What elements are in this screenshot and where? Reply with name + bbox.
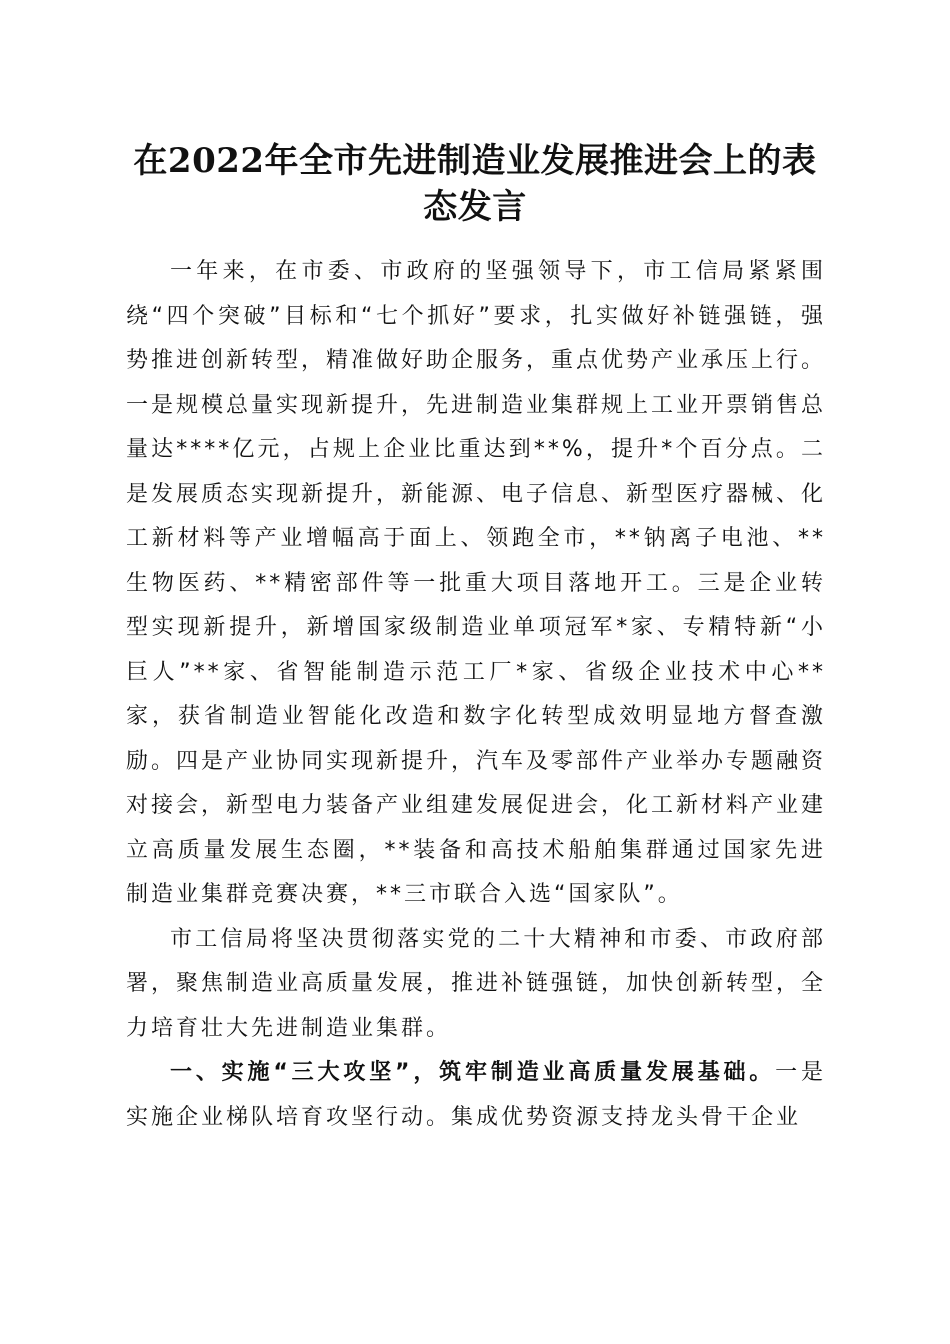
paragraph-commitment: 市工信局将坚决贯彻落实党的二十大精神和市委、市政府部署，聚焦制造业高质量发展，推进补链强链，加快创新转型，全力培育壮大先进制造业集群。 bbox=[126, 926, 827, 1041]
paragraph-section-1 bbox=[126, 1051, 826, 1140]
title-line-2: 态发言 bbox=[423, 187, 527, 227]
document-body bbox=[126, 250, 826, 1140]
document-title bbox=[120, 138, 830, 230]
paragraph-achievements: 一年来，在市委、市政府的坚强领导下，市工信局紧紧围绕“四个突破”目标和“七个抓好”要求，扎实做好补链强链，强势推进创新转型，精准做好助企服务，重点优势产业承压上行。一是规模总量实现新提升，先进制造业集群规上工业开票销售总量达****亿元，占规上企业比重达到**%，提升*个百分点。二是发展质态实现新提升，新能源、电子信息、新型医疗器械、化工新材料等产业增幅高于面上、领跑全市，**钠离子电池、**生物医药、**精密部件等一批重大项目落地开工。三是企业转型实现新提升，新增国家级制造业单项冠军*家、专精特新“小巨人”**家、省智能制造示范工厂*家、省级企业技术中心**家，获省制造业智能化改造和数字化转型成效明显地方督查激励。四是产业协同实现新提升，汽车及零部件产业举办专题融资对接会，新型电力装备产业组建发展促进会，化工新材料产业建立高质量发展生态圈，**装备和高技术船舶集群通过国家先进制造业集群竞赛决赛，**三市联合入选“国家队”。 bbox=[126, 259, 827, 907]
section-1-text: 一是实施企业梯队培育攻坚行动。集成优势资源支持龙头骨干企业 bbox=[126, 1060, 826, 1130]
title-line-1: 在2022年全市先进制造业发展推进会上的表 bbox=[133, 141, 817, 181]
section-1-heading: 一、实施“三大攻坚”，筑牢制造业高质量发展基础。 bbox=[170, 1060, 776, 1085]
